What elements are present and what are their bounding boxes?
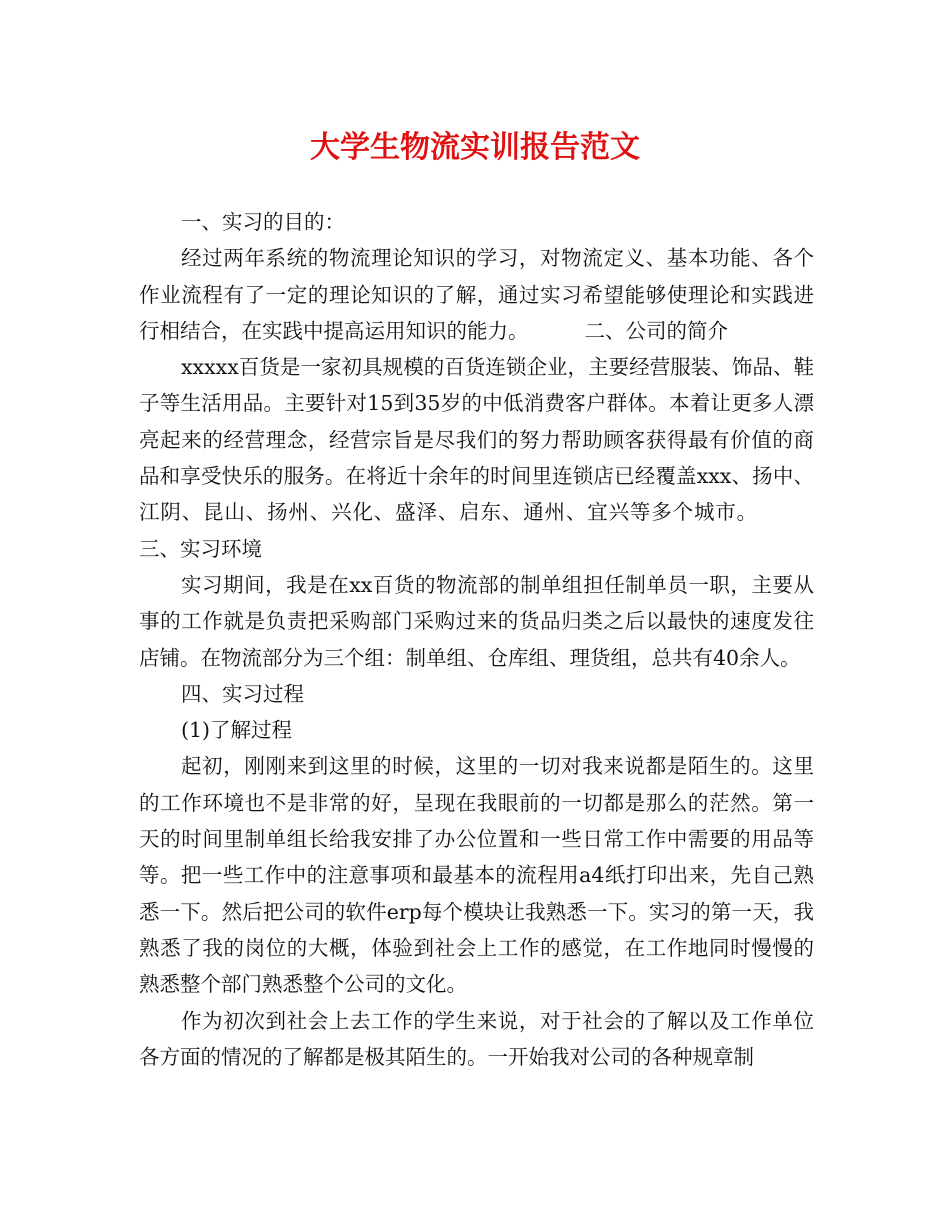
paragraph-company <box>139 349 814 567</box>
paragraph-environment <box>139 567 814 676</box>
paragraph-text: 经过两年系统的物流理论知识的学习，对物流定义、基本功能、各个作业流程有了一定的理论知识的了解，通过实习希望能够使理论和实践进行相结合，在实践中提高运用知识的能力。 <box>139 246 814 343</box>
paragraph-text: 四、实习过程 <box>181 681 304 706</box>
paragraph-purpose-heading <box>139 204 814 240</box>
section-heading-process <box>139 676 814 712</box>
paragraph-text: (1)了解过程 <box>181 718 293 743</box>
paragraph-text: xxxxx百货是一家初具规模的百货连锁企业，主要经营服装、饰品、鞋子等生活用品。主要针对15到35岁的中低消费客户群体。本着让更多人漂亮起来的经营理念，经营宗旨是尽我们的努力帮助顾客获得最有价值的商品和享受快乐的服务。在将近十余年的时间里连锁店已经覆盖xxx、扬中、江阴、昆山、扬州、兴化、盛泽、启东、通州、宜兴等多个城市。 <box>139 355 814 525</box>
section-heading-environment: 三、实习环境 <box>139 536 262 561</box>
subsection-heading-understanding <box>139 712 814 748</box>
document-title: 大学生物流实训报告范文 <box>310 130 640 165</box>
paragraph-newcomer <box>139 1003 814 1076</box>
paragraph-first-day <box>139 748 814 1002</box>
paragraph-purpose <box>139 240 814 349</box>
section-heading-company: 二、公司的简介 <box>584 318 728 343</box>
paragraph-text: 实习期间，我是在xx百货的物流部的制单组担任制单员一职，主要从事的工作就是负责把采购部门采购过来的货品归类之后以最快的速度发往店铺。在物流部分为三个组：制单组、仓库组、理货组，总共有40余人。 <box>139 572 814 670</box>
document-body <box>139 204 814 1075</box>
paragraph-text: 作为初次到社会上去工作的学生来说，对于社会的了解以及工作单位各方面的情况的了解都是极其陌生的。一开始我对公司的各种规章制 <box>139 1008 814 1069</box>
paragraph-text: 一、实习的目的： <box>181 210 345 234</box>
paragraph-text: 起初，刚刚来到这里的时候，这里的一切对我来说都是陌生的。这里的工作环境也不是非常的好，呈现在我眼前的一切都是那么的茫然。第一天的时间里制单组长给我安排了办公位置和一些日常工作中需要的用品等等。把一些工作中的注意事项和最基本的流程用a4纸打印出来，先自己熟悉一下。然后把公司的软件erp每个模块让我熟悉一下。实习的第一天，我熟悉了我的岗位的大概，体验到社会上工作的感觉，在工作地同时慢慢的熟悉整个部门熟悉整个公司的文化。 <box>139 754 814 997</box>
